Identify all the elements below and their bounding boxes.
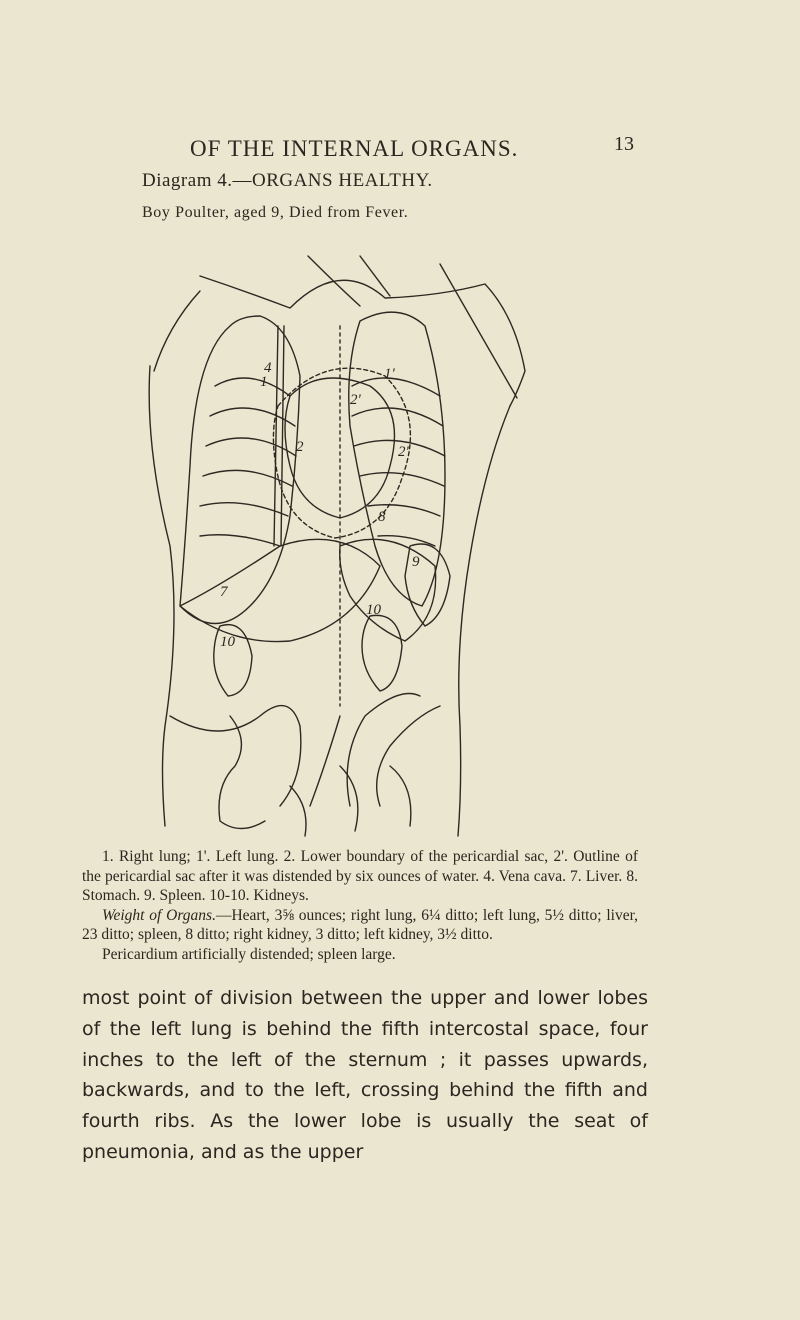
label-kidney-right: 10 (220, 634, 235, 650)
label-spleen: 9 (412, 554, 420, 570)
stomach-outline (340, 539, 436, 641)
label-right-lung: 1 (260, 374, 268, 390)
label-outline-sac-b: 2' (398, 444, 409, 460)
diagram-subtitle: Boy Poulter, aged 9, Died from Fever. (142, 204, 409, 221)
body-outline (200, 276, 525, 406)
bowel-lines (219, 716, 411, 836)
torso-right-side (149, 366, 174, 826)
kidney-left-outline (362, 615, 402, 691)
caption-weights-values: —Heart, 3⅝ ounces; right lung, 6¼ ditto; left lung, 5½ ditto; liver, 23 ditto; spleen, 8 ditto; right kidney, 3 ditto; left kidney, 3½ ditto. (82, 906, 638, 944)
label-lower-boundary: 2 (296, 439, 304, 455)
page-number: 13 (614, 133, 634, 155)
torso-left-side (458, 406, 510, 836)
diagram-title: Diagram 4.—ORGANS HEALTHY. (142, 170, 433, 191)
caption-note: Pericardium artificially distended; spleen large. (102, 945, 396, 963)
label-kidney-left: 10 (366, 602, 381, 618)
caption-legend: 1. Right lung; 1'. Left lung. 2. Lower boundary of the pericardial sac, 2'. Outline of the pericardial sac after it was distended by six ounces of water. 4. Vena cava. 7. Liver. 8. Stomach. 9. Spleen. 10-10. Kidneys. (82, 848, 638, 905)
label-outline-sac-a: 2' (350, 392, 361, 408)
caption-weights (82, 906, 638, 945)
anatomical-diagram-svg (140, 246, 540, 846)
figure-caption (82, 847, 638, 965)
shoulder-right-line (440, 264, 517, 398)
label-liver: 7 (220, 584, 228, 600)
body-text (82, 983, 648, 1168)
label-vena-cava: 4 (264, 360, 272, 376)
left-lung-hatch (352, 378, 445, 546)
anatomical-diagram (140, 246, 540, 846)
caption-weights-label: Weight of Organs. (102, 906, 216, 924)
label-stomach: 8 (378, 509, 386, 525)
label-left-lung: 1' (384, 366, 395, 382)
running-title: OF THE INTERNAL ORGANS. (190, 136, 519, 161)
body-paragraph: most point of division between the upper and lower lobes of the left lung is behind the fifth intercostal space, four inches to the left of the sternum ; it passes upwards, backwards, and to the left, crossing behind the fifth and fourth ribs. As the lower lobe is usually the seat of pneumonia, and as the upper (82, 987, 648, 1163)
right-arm-edge (154, 291, 200, 371)
pericardium-distended (273, 368, 410, 538)
pelvis-lines (170, 694, 440, 807)
